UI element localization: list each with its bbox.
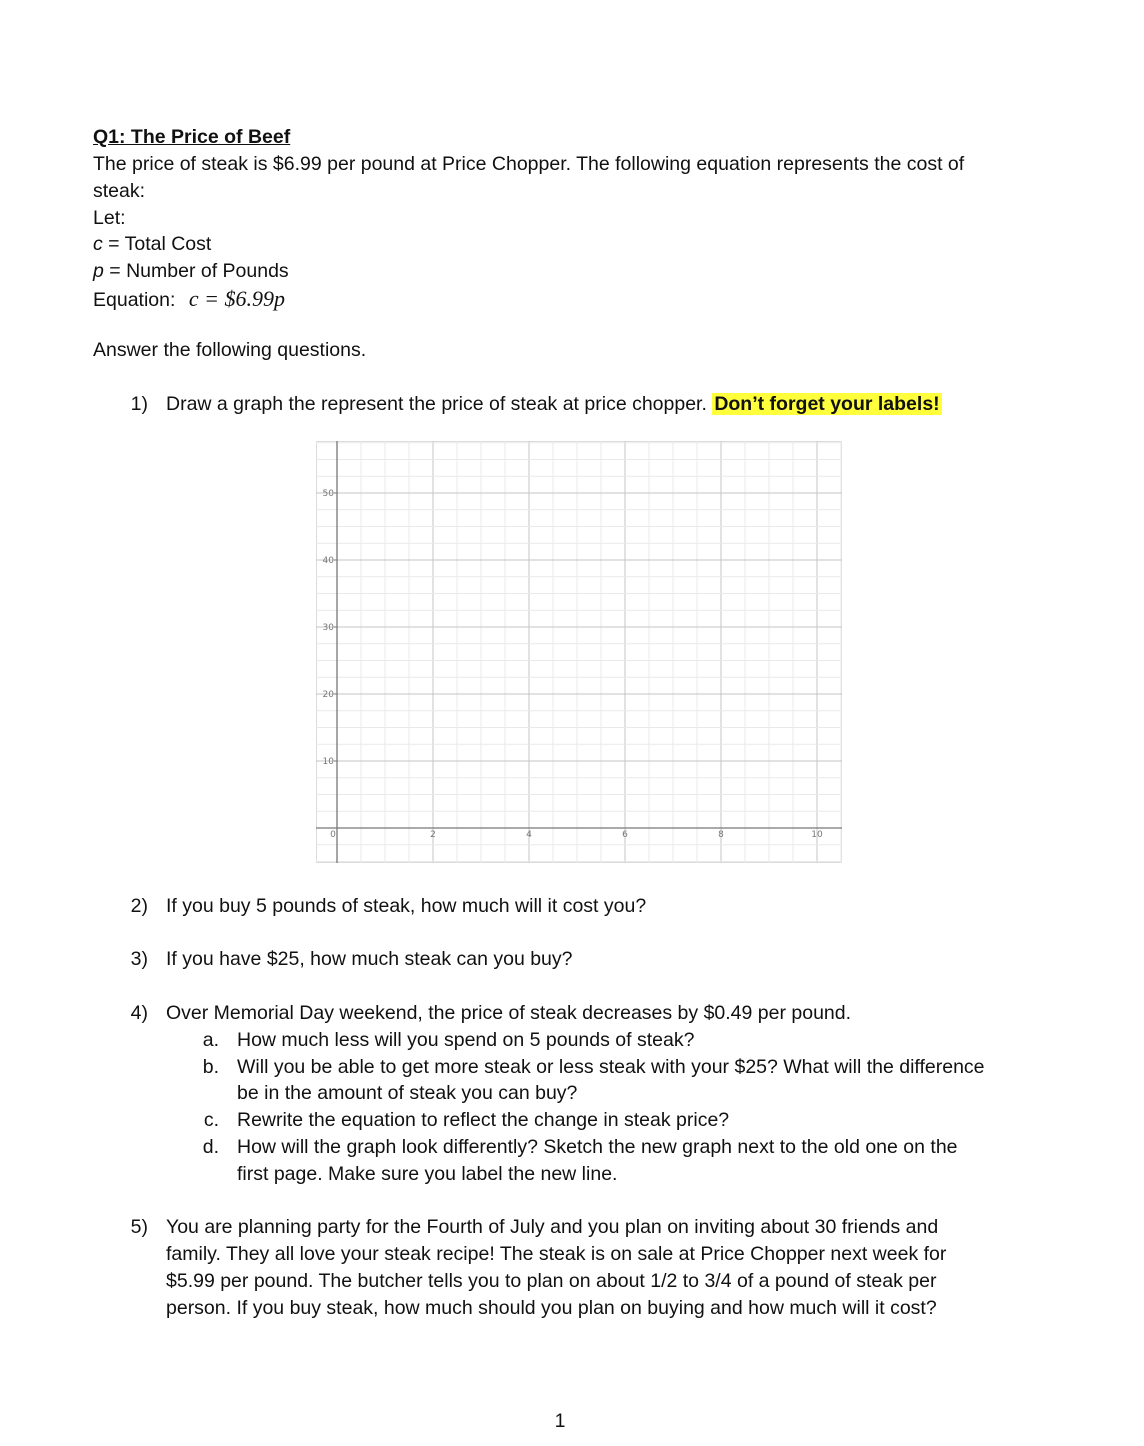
y-tick-label: 30 bbox=[322, 623, 334, 633]
question-text: If you buy 5 pounds of steak, how much will it cost you? bbox=[166, 895, 647, 917]
question-text: Over Memorial Day weekend, the price of steak decreases by $0.49 per pound. bbox=[166, 1002, 852, 1024]
equation-line bbox=[93, 287, 285, 312]
question-number: 3) bbox=[130, 948, 148, 970]
page-number: 1 bbox=[554, 1410, 566, 1432]
sub-question-text: How much less will you spend on 5 pounds of steak? bbox=[237, 1029, 695, 1051]
let-label: Let: bbox=[93, 207, 126, 229]
x-tick-label: 2 bbox=[430, 830, 436, 840]
coordinate-grid bbox=[316, 441, 842, 863]
intro-text-continued: steak: bbox=[93, 180, 146, 202]
question-number: 4) bbox=[130, 1002, 148, 1024]
x-tick-label: 8 bbox=[718, 830, 724, 840]
question-number: 1) bbox=[130, 393, 148, 415]
question-4d-continued: first page. Make sure you label the new line. bbox=[237, 1163, 618, 1185]
equation-label: Equation: bbox=[93, 289, 176, 311]
question-number: 2) bbox=[130, 895, 148, 917]
x-tick-label: 0 bbox=[330, 830, 336, 840]
question-5-line-3: $5.99 per pound. The butcher tells you to plan on about 1/2 to 3/4 of a pound of steak per bbox=[166, 1270, 937, 1292]
page-title: Q1: The Price of Beef bbox=[93, 126, 291, 148]
question-4b-continued: be in the amount of steak you can buy? bbox=[237, 1082, 578, 1104]
question-5-line-4: person. If you buy steak, how much should you plan on buying and how much will it cost? bbox=[166, 1297, 937, 1319]
x-tick-label: 10 bbox=[811, 830, 823, 840]
y-tick-label: 10 bbox=[322, 757, 334, 767]
y-tick-label: 20 bbox=[322, 690, 334, 700]
highlighted-reminder: Don’t forget your labels! bbox=[714, 393, 940, 415]
y-tick-label: 40 bbox=[322, 556, 334, 566]
sub-question-label: d. bbox=[202, 1136, 219, 1158]
sub-question-label: b. bbox=[202, 1056, 219, 1078]
variable-c-definition bbox=[93, 232, 211, 256]
question-text: You are planning party for the Fourth of July and you plan on inviting about 30 friends and bbox=[166, 1216, 939, 1238]
question-text: If you have $25, how much steak can you buy? bbox=[166, 948, 573, 970]
equation: c = $6.99p bbox=[188, 286, 285, 311]
variable-p-symbol: p bbox=[93, 260, 104, 282]
variable-c-text: = Total Cost bbox=[102, 233, 212, 255]
variable-c-symbol: c bbox=[93, 233, 103, 255]
question-number: 5) bbox=[130, 1216, 148, 1238]
sub-question-text: Will you be able to get more steak or less steak with your $25? What will the difference bbox=[237, 1056, 985, 1078]
grid-border bbox=[317, 442, 842, 863]
sub-question-text: Rewrite the equation to reflect the change in steak price? bbox=[237, 1109, 730, 1131]
sub-question-label: c. bbox=[203, 1109, 219, 1131]
sub-question-text: How will the graph look differently? Sketch the new graph next to the old one on the bbox=[237, 1136, 958, 1158]
variable-p-definition bbox=[93, 259, 289, 283]
variable-p-text: = Number of Pounds bbox=[103, 260, 289, 282]
x-tick-label: 6 bbox=[622, 830, 628, 840]
x-tick-label: 4 bbox=[526, 830, 532, 840]
y-tick-label: 50 bbox=[322, 489, 334, 499]
sub-question-label: a. bbox=[202, 1029, 219, 1051]
instructions: Answer the following questions. bbox=[93, 339, 367, 361]
question-5-line-2: family. They all love your steak recipe! The steak is on sale at Price Chopper next week for bbox=[166, 1243, 947, 1265]
intro-text: The price of steak is $6.99 per pound at Price Chopper. The following equation represents the cost of bbox=[93, 153, 965, 175]
question-text: Draw a graph the represent the price of steak at price chopper. bbox=[166, 393, 707, 415]
